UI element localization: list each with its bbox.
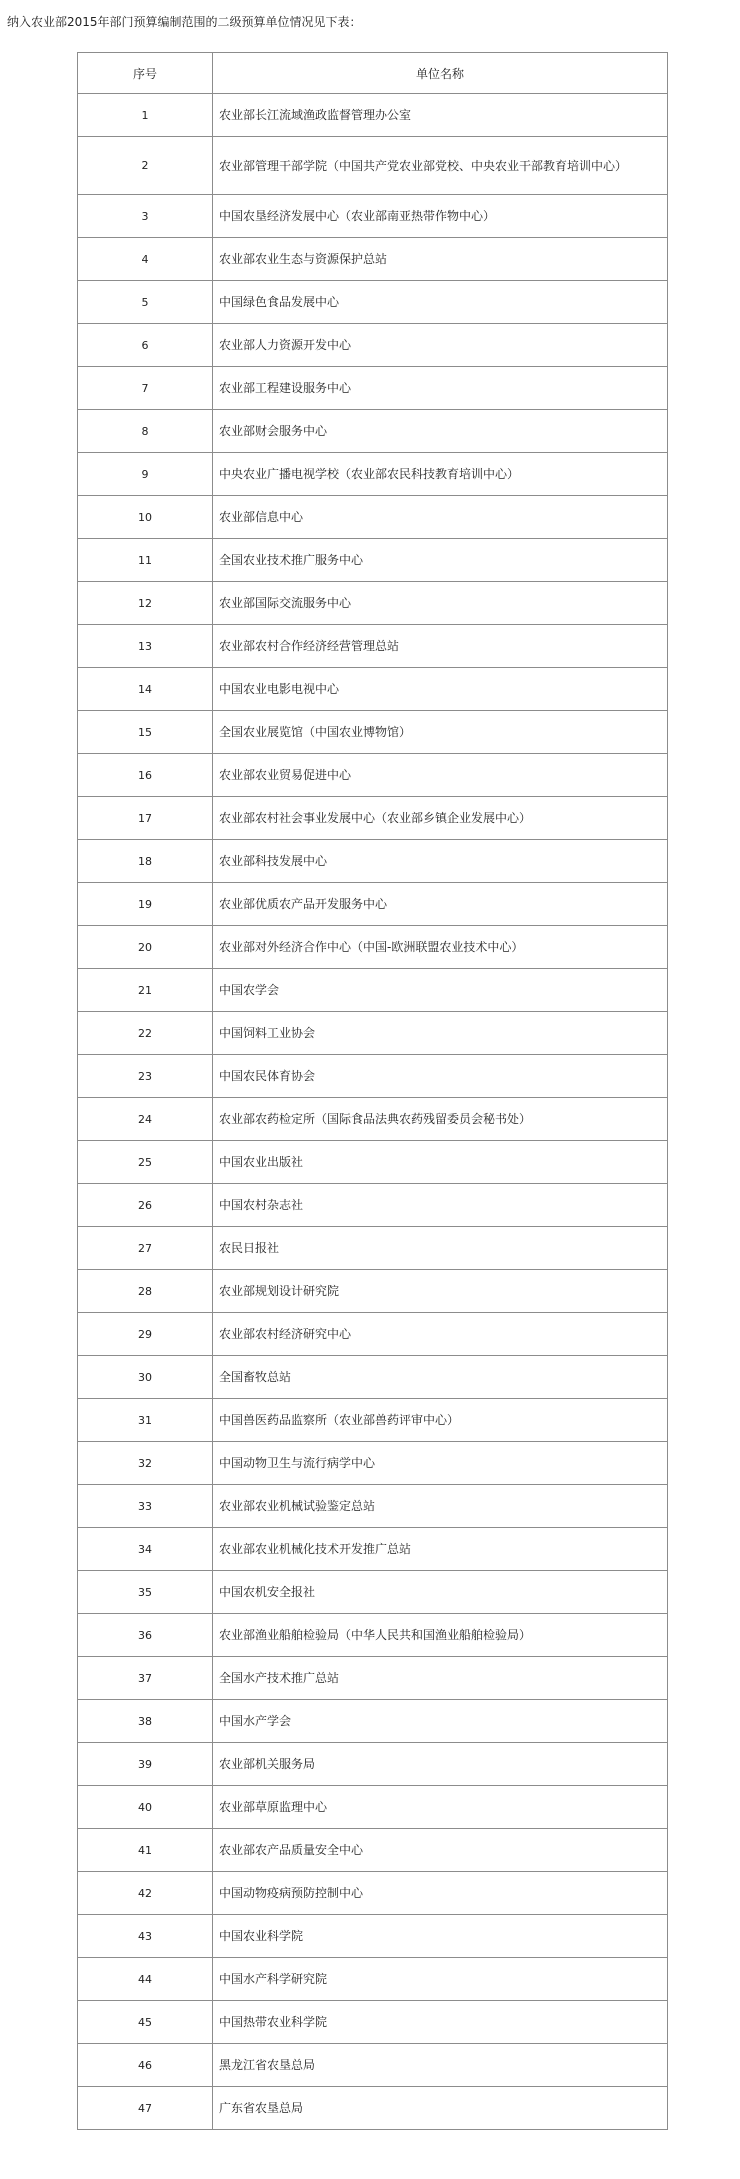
table-row [78, 1399, 668, 1442]
table-row [78, 539, 668, 582]
table-row [78, 840, 668, 883]
row-unit-name: 农业部渔业船舶检验局（中华人民共和国渔业船舶检验局） [213, 1614, 668, 1657]
row-index: 30 [78, 1356, 213, 1399]
row-unit-name: 中国农业出版社 [213, 1141, 668, 1184]
table-row [78, 969, 668, 1012]
row-unit-name: 中国饲料工业协会 [213, 1012, 668, 1055]
intro-text: 纳入农业部2015年部门预算编制范围的二级预算单位情况见下表： [7, 15, 362, 29]
table-row [78, 1614, 668, 1657]
row-index: 26 [78, 1184, 213, 1227]
row-index: 10 [78, 496, 213, 539]
row-unit-name: 中国农学会 [213, 969, 668, 1012]
row-index: 44 [78, 1958, 213, 2001]
table-row [78, 1055, 668, 1098]
row-unit-name: 农业部农业贸易促进中心 [213, 754, 668, 797]
table-row [78, 1184, 668, 1227]
row-unit-name: 中国农村杂志社 [213, 1184, 668, 1227]
row-unit-name: 农业部农村合作经济经营管理总站 [213, 625, 668, 668]
row-unit-name: 全国农业技术推广服务中心 [213, 539, 668, 582]
row-unit-name: 中国农业科学院 [213, 1915, 668, 1958]
table-row [78, 281, 668, 324]
row-unit-name: 全国水产技术推广总站 [213, 1657, 668, 1700]
table-row [78, 94, 668, 137]
table-header-row [78, 53, 668, 94]
table-row [78, 1958, 668, 2001]
row-index: 2 [78, 137, 213, 195]
row-index: 5 [78, 281, 213, 324]
row-index: 8 [78, 410, 213, 453]
table-row [78, 883, 668, 926]
row-index: 7 [78, 367, 213, 410]
row-unit-name: 广东省农垦总局 [213, 2087, 668, 2130]
row-unit-name: 农业部对外经济合作中心（中国-欧洲联盟农业技术中心） [213, 926, 668, 969]
row-unit-name: 农业部农村社会事业发展中心（农业部乡镇企业发展中心） [213, 797, 668, 840]
table-row [78, 1141, 668, 1184]
row-index: 27 [78, 1227, 213, 1270]
table-row [78, 2001, 668, 2044]
table-row [78, 496, 668, 539]
row-unit-name: 农业部优质农产品开发服务中心 [213, 883, 668, 926]
row-unit-name: 中国农民体育协会 [213, 1055, 668, 1098]
row-index: 19 [78, 883, 213, 926]
table-row [78, 453, 668, 496]
row-index: 24 [78, 1098, 213, 1141]
row-unit-name: 农业部科技发展中心 [213, 840, 668, 883]
row-index: 17 [78, 797, 213, 840]
table-row [78, 1442, 668, 1485]
table-row [78, 1270, 668, 1313]
row-index: 33 [78, 1485, 213, 1528]
table-row [78, 668, 668, 711]
table-row [78, 137, 668, 195]
row-unit-name: 中国动物卫生与流行病学中心 [213, 1442, 668, 1485]
table-row [78, 1098, 668, 1141]
row-unit-name: 农业部规划设计研究院 [213, 1270, 668, 1313]
table-row [78, 1872, 668, 1915]
row-index: 13 [78, 625, 213, 668]
row-unit-name: 农业部农产品质量安全中心 [213, 1829, 668, 1872]
row-index: 37 [78, 1657, 213, 1700]
row-unit-name: 农业部农业生态与资源保护总站 [213, 238, 668, 281]
row-index: 9 [78, 453, 213, 496]
row-unit-name: 中国农垦经济发展中心（农业部南亚热带作物中心） [213, 195, 668, 238]
row-index: 25 [78, 1141, 213, 1184]
table-row [78, 367, 668, 410]
table-row [78, 1743, 668, 1786]
row-unit-name: 黑龙江省农垦总局 [213, 2044, 668, 2087]
table-row [78, 1356, 668, 1399]
row-index: 4 [78, 238, 213, 281]
row-unit-name: 中国农业电影电视中心 [213, 668, 668, 711]
header-index: 序号 [78, 53, 213, 94]
table-row [78, 1485, 668, 1528]
table-row [78, 1786, 668, 1829]
header-unit-name: 单位名称 [213, 53, 668, 94]
row-index: 36 [78, 1614, 213, 1657]
row-unit-name: 农民日报社 [213, 1227, 668, 1270]
row-index: 45 [78, 2001, 213, 2044]
table-row [78, 711, 668, 754]
row-index: 35 [78, 1571, 213, 1614]
table-row [78, 1657, 668, 1700]
table-body [78, 94, 668, 2130]
table-row [78, 1227, 668, 1270]
table-row [78, 582, 668, 625]
table-row [78, 797, 668, 840]
row-index: 34 [78, 1528, 213, 1571]
table-row [78, 1915, 668, 1958]
table-row [78, 1700, 668, 1743]
row-unit-name: 农业部人力资源开发中心 [213, 324, 668, 367]
row-unit-name: 中国农机安全报社 [213, 1571, 668, 1614]
table-row [78, 625, 668, 668]
table-row [78, 324, 668, 367]
table-row [78, 410, 668, 453]
row-unit-name: 农业部草原监理中心 [213, 1786, 668, 1829]
row-index: 41 [78, 1829, 213, 1872]
budget-units-table [77, 52, 668, 2130]
table-row [78, 926, 668, 969]
row-unit-name: 中国水产学会 [213, 1700, 668, 1743]
table-row [78, 238, 668, 281]
table-row [78, 2044, 668, 2087]
row-unit-name: 中国兽医药品监察所（农业部兽药评审中心） [213, 1399, 668, 1442]
row-index: 23 [78, 1055, 213, 1098]
row-unit-name: 农业部长江流域渔政监督管理办公室 [213, 94, 668, 137]
table-row [78, 1528, 668, 1571]
row-index: 6 [78, 324, 213, 367]
row-unit-name: 农业部信息中心 [213, 496, 668, 539]
table-row [78, 754, 668, 797]
row-unit-name: 中国水产科学研究院 [213, 1958, 668, 2001]
row-unit-name: 中国热带农业科学院 [213, 2001, 668, 2044]
row-index: 46 [78, 2044, 213, 2087]
row-index: 31 [78, 1399, 213, 1442]
row-index: 40 [78, 1786, 213, 1829]
table-row [78, 195, 668, 238]
row-unit-name: 全国农业展览馆（中国农业博物馆） [213, 711, 668, 754]
row-index: 42 [78, 1872, 213, 1915]
row-unit-name: 全国畜牧总站 [213, 1356, 668, 1399]
row-unit-name: 农业部国际交流服务中心 [213, 582, 668, 625]
row-index: 28 [78, 1270, 213, 1313]
row-unit-name: 农业部管理干部学院（中国共产党农业部党校、中央农业干部教育培训中心） [213, 137, 668, 195]
row-index: 15 [78, 711, 213, 754]
table-row [78, 1012, 668, 1055]
row-unit-name: 中国绿色食品发展中心 [213, 281, 668, 324]
row-index: 18 [78, 840, 213, 883]
row-unit-name: 农业部农药检定所（国际食品法典农药残留委员会秘书处） [213, 1098, 668, 1141]
table-row [78, 2087, 668, 2130]
row-index: 38 [78, 1700, 213, 1743]
row-unit-name: 中央农业广播电视学校（农业部农民科技教育培训中心） [213, 453, 668, 496]
row-unit-name: 农业部工程建设服务中心 [213, 367, 668, 410]
table-row [78, 1313, 668, 1356]
row-index: 39 [78, 1743, 213, 1786]
row-index: 20 [78, 926, 213, 969]
row-unit-name: 农业部农业机械化技术开发推广总站 [213, 1528, 668, 1571]
row-index: 3 [78, 195, 213, 238]
row-index: 12 [78, 582, 213, 625]
row-index: 16 [78, 754, 213, 797]
row-index: 47 [78, 2087, 213, 2130]
row-index: 14 [78, 668, 213, 711]
row-unit-name: 农业部财会服务中心 [213, 410, 668, 453]
row-index: 1 [78, 94, 213, 137]
table-row [78, 1829, 668, 1872]
row-unit-name: 农业部农业机械试验鉴定总站 [213, 1485, 668, 1528]
row-unit-name: 农业部机关服务局 [213, 1743, 668, 1786]
row-index: 43 [78, 1915, 213, 1958]
row-index: 11 [78, 539, 213, 582]
row-index: 22 [78, 1012, 213, 1055]
table-row [78, 1571, 668, 1614]
row-unit-name: 农业部农村经济研究中心 [213, 1313, 668, 1356]
row-index: 29 [78, 1313, 213, 1356]
row-index: 21 [78, 969, 213, 1012]
row-index: 32 [78, 1442, 213, 1485]
row-unit-name: 中国动物疫病预防控制中心 [213, 1872, 668, 1915]
